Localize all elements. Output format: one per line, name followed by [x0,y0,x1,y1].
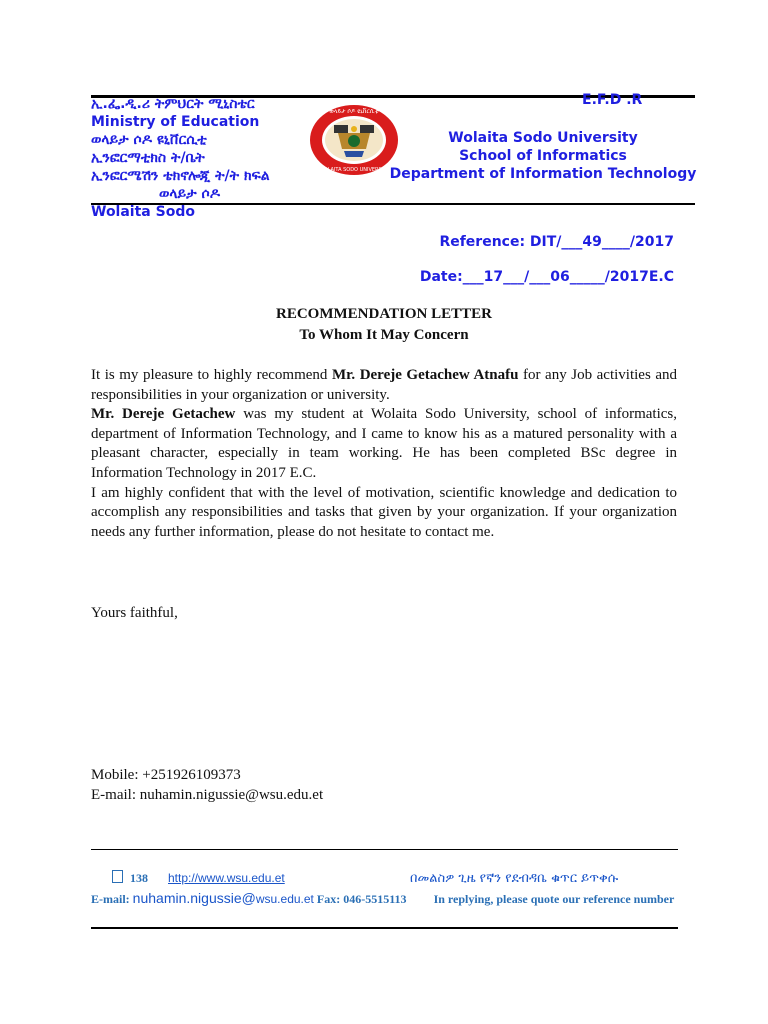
email-address: E-mail: nuhamin.nigussie@wsu.edu.et [91,787,324,803]
closing: Yours faithful, [91,605,178,621]
candidate-name-short: Mr. Dereje Getachew [91,406,236,423]
header-left-line: ኢንፎርማቲክስ ት/ቤት [91,150,205,166]
header-left-line: ኢንፎርሜሽን ቴክኖሎጂ ት/ት ክፍል [91,168,270,184]
footer-fax: Fax: 046-5515113 [316,892,407,906]
header-left-line: ወላይታ ሶዶ [159,186,220,202]
efdr-label: E.F.D .R [582,92,643,108]
footer-bottom-rule [91,927,678,929]
pobox-number: 138 [130,871,148,885]
body-text: It is my pleasure to highly recommend [91,367,332,383]
website-link[interactable]: http://www.wsu.edu.et [168,871,285,885]
university-logo-icon [308,103,400,177]
footer-reply-note: In replying, please quote our reference number [433,892,675,906]
mobile-number: Mobile: +251926109373 [91,767,241,783]
letter-date: Date:___17___/___06_____/2017E.C [419,269,674,285]
header-left-line: Wolaita Sodo [91,204,195,220]
header-left-block [91,95,306,221]
university-name: Wolaita Sodo University [448,130,638,146]
header-left-line: ኢ.ፌ.ዲ.ሪ ትምህርት ሚኒስቴር [91,96,255,112]
body-text: was my student at Wolaita Sodo University, school of informatics, department of Information Technology, and I came to know his as a matured personality with a pleasant character, especially in team working. He has been completed BSc degree in Information Technology in 2017 E.C. [91,406,677,481]
footer-email-link[interactable]: nuhamin.nigussie@ [132,890,256,906]
footer-email-row [91,888,681,909]
candidate-name: Mr. Dereje Getachew Atnafu [331,367,519,383]
body-paragraph-3: I am highly confident that with the level of motivation, scientific knowledge and dedication to accomplish any responsibilities and tasks that given by your organization. If your organization needs any further information, please do not hesitate to contact me. [91,484,677,540]
letter-body [91,366,677,542]
mailbox-icon [112,870,123,883]
school-name: School of Informatics [459,148,627,164]
body-paragraph-2 [91,405,677,483]
reference-number: Reference: DIT/___49____/2017 [439,234,674,250]
footer-email-domain[interactable]: wsu.edu.et [255,892,314,906]
footer-email-label: E-mail: [91,892,133,906]
letter-subtitle: To Whom It May Concern [299,327,469,343]
footer-amharic-note: በመልስዎ ጊዜ የኛን የደብዳቤ ቁጥር ይጥቀሱ [410,871,619,886]
logo-bottom-text: WOLAITA SODO UNIVERSITY [318,167,390,173]
header-right-block [388,129,698,183]
header-left-line: Ministry of Education [91,114,260,130]
body-paragraph-1 [91,366,677,405]
header-left-line: ወላይታ ሶዶ ዩኒቨርሲቲ [91,132,207,148]
footer-contact-row [112,870,285,886]
letter-title: RECOMMENDATION LETTER [276,306,492,322]
department-name: Department of Information Technology [389,166,697,182]
logo-top-text: ወላይታ ሶዶ ዩኒቨርሲቲ [329,108,379,115]
body-text: for any Job activities and responsibilities in your organization or university. [91,367,677,403]
footer-top-rule [91,849,678,850]
